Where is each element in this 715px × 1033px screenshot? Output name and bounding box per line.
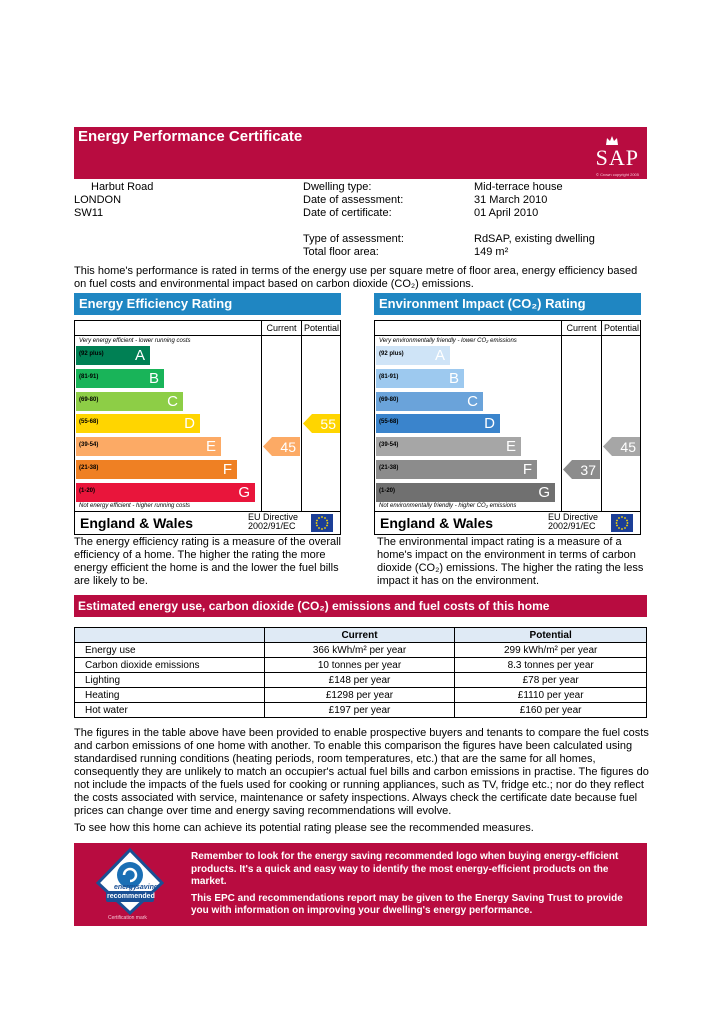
env-band-f <box>376 460 537 479</box>
date-certificate-value: 01 April 2010 <box>474 207 539 219</box>
energy-saving-text <box>191 851 643 918</box>
energy-footer-row <box>75 511 340 534</box>
env-band-range: (39-54) <box>379 442 399 449</box>
row-label: Energy use <box>75 643 265 658</box>
energy-band-letter: D <box>184 415 195 433</box>
table-row <box>75 703 647 718</box>
row-potential: 299 kWh/m² per year <box>455 643 647 658</box>
energy-current-header: Current <box>262 321 301 336</box>
eu-flag-icon <box>611 514 633 532</box>
energy-band-range: (1-20) <box>79 487 96 494</box>
row-current: £197 per year <box>264 703 455 718</box>
energy-rating-chart <box>74 320 341 535</box>
env-rating-description: The environmental impact rating is a measure of a home's impact on the environment in terms of carbon dioxide (CO₂) emissions. The higher the rating the less impact it has on the environment. <box>377 536 644 587</box>
logo-word-saving: saving <box>136 884 159 891</box>
env-band-range: (55-68) <box>379 419 399 426</box>
env-top-note: Very environmentally friendly - lower CO₂ emissions <box>379 338 517 344</box>
env-band-letter: C <box>467 392 478 410</box>
env-band-e <box>376 437 521 456</box>
energy-current-arrow <box>263 437 300 456</box>
energy-band-range: (69-80) <box>79 396 99 403</box>
floor-area-value: 149 m² <box>474 246 509 258</box>
energy-current-arrow-value: 45 <box>280 439 296 456</box>
energy-band-letter: C <box>167 392 178 410</box>
energy-band-letter: G <box>238 483 250 501</box>
env-band-letter: D <box>484 415 495 433</box>
env-band-g <box>376 483 555 502</box>
env-band-letter: F <box>522 461 532 478</box>
env-potential-arrow <box>603 437 640 456</box>
energy-band-range: (55-68) <box>79 419 99 426</box>
logo-caption: Certification mark <box>108 915 147 921</box>
energy-saving-logo <box>94 847 166 923</box>
row-current: £148 per year <box>264 673 455 688</box>
intro-text: This home's performance is rated in terms of the energy use per square metre of floor area, energy efficiency based on fuel costs and environmental impact based on carbon dioxide (CO₂) emissions. <box>74 265 638 290</box>
floor-area-label: Total floor area: <box>303 246 379 258</box>
date-assessment-label: Date of assessment: <box>303 194 404 206</box>
energy-band-d <box>76 414 200 433</box>
env-band-a <box>376 346 450 365</box>
costs-header <box>74 595 647 617</box>
energy-band-a <box>76 346 150 365</box>
energy-bottom-note: Not energy efficient - higher running costs <box>79 503 191 509</box>
energy-potential-arrow <box>303 414 340 433</box>
table-row <box>75 688 647 703</box>
energy-band-e <box>76 437 221 456</box>
eu-flag-icon <box>311 514 333 532</box>
energy-saving-para2: This EPC and recommendations report may be given to the Energy Saving Trust to provide you with information on improving your dwelling's energy performance. <box>191 892 623 916</box>
costs-table <box>74 627 647 718</box>
env-rating-title: Environment Impact (CO₂) Rating <box>374 293 641 315</box>
env-band-range: (92 plus) <box>379 351 404 357</box>
energy-potential-header: Potential <box>302 321 341 336</box>
address-line2: LONDON <box>74 194 122 206</box>
env-band-letter: B <box>448 369 459 387</box>
energy-band-letter: E <box>205 438 216 456</box>
env-band-range: (21-38) <box>379 465 399 471</box>
energy-band-range: (21-38) <box>79 465 99 471</box>
env-current-header: Current <box>562 321 601 336</box>
env-band-letter: E <box>505 438 516 456</box>
row-current: 366 kWh/m² per year <box>264 643 455 658</box>
costs-header-blank <box>75 628 265 643</box>
costs-header-current: Current <box>264 628 455 643</box>
energy-band-letter: F <box>222 461 232 478</box>
energy-band-f <box>76 460 237 479</box>
row-potential: £1110 per year <box>455 688 647 703</box>
energy-top-note: Very energy efficient - lower running costs <box>79 338 191 344</box>
row-label: Heating <box>75 688 265 703</box>
certificate-header <box>74 127 647 179</box>
env-band-d <box>376 414 500 433</box>
type-assessment-label: Type of assessment: <box>303 233 404 245</box>
details-labels <box>303 181 404 259</box>
explanation-text: The figures in the table above have been provided to enable prospective buyers and tenants to compare the fuel costs and carbon emissions of one home with another. To enable this comparison the figures have been calculated using standardised running conditions (heating periods, room temperatures, etc.) that are the same for all homes, consequently they are unlikely to match an occupier's actual fuel bills and carbon emissions in practise. The figures do not include the impacts of the fuels used for cooking or running appliances, such as TV, fridge etc.; nor do they reflect the costs associated with service, maintenance or safety inspections. Always check the certificate date because fuel prices can change over time and energy saving recommendations will evolve. <box>74 727 649 817</box>
table-row <box>75 658 647 673</box>
energy-band-letter: A <box>134 347 145 364</box>
row-label: Hot water <box>75 703 265 718</box>
certificate-title: Energy Performance Certificate <box>78 128 303 145</box>
env-band-range: (81-91) <box>379 373 399 380</box>
energy-region: England & Wales <box>80 515 194 531</box>
sap-copyright: © Crown copyright 2005 <box>596 172 639 177</box>
dwelling-type-value: Mid-terrace house <box>474 181 563 193</box>
env-footer-row <box>375 511 640 534</box>
energy-band-range: (39-54) <box>79 442 99 449</box>
address-block <box>74 181 153 220</box>
env-band-c <box>376 392 483 411</box>
row-current: £1298 per year <box>264 688 455 703</box>
date-certificate-label: Date of certificate: <box>303 207 392 219</box>
energy-band-letter: B <box>148 369 159 387</box>
type-assessment-value: RdSAP, existing dwelling <box>474 233 595 245</box>
energy-band-b <box>76 369 164 388</box>
energy-saving-banner <box>74 843 647 926</box>
energy-band-range: (92 plus) <box>79 351 104 357</box>
env-region: England & Wales <box>380 515 494 531</box>
sap-logo-text: SAP <box>595 145 639 170</box>
env-potential-arrow-value: 45 <box>620 439 636 456</box>
energy-band-g <box>76 483 255 502</box>
env-eu-directive: EU Directive 2002/91/EC <box>548 512 599 531</box>
costs-header-potential: Potential <box>455 628 647 643</box>
costs-header-row <box>75 628 647 643</box>
date-assessment-value: 31 March 2010 <box>474 194 548 206</box>
row-potential: 8.3 tonnes per year <box>455 658 647 673</box>
env-bottom-note: Not environmentally friendly - higher CO₂ emissions <box>379 503 517 509</box>
env-band-range: (69-80) <box>379 396 399 403</box>
energy-eu-directive: EU Directive 2002/91/EC <box>248 512 299 531</box>
row-current: 10 tonnes per year <box>264 658 455 673</box>
energy-band-c <box>76 392 183 411</box>
env-potential-header: Potential <box>602 321 641 336</box>
env-band-letter: A <box>434 347 445 364</box>
row-label: Lighting <box>75 673 265 688</box>
see-measures-text: To see how this home can achieve its potential rating please see the recommended measures. <box>74 822 534 834</box>
env-current-arrow-value: 37 <box>580 462 596 478</box>
logo-word-energy: energy <box>114 884 137 891</box>
row-potential: £160 per year <box>455 703 647 718</box>
energy-rating-description: The energy efficiency rating is a measure of the overall efficiency of a home. The higher the rating the more energy efficient the home is and the lower the fuel bills are likely to be. <box>74 536 341 587</box>
address-line3: SW11 <box>74 207 104 219</box>
logo-word-recommended: recommended <box>107 893 155 900</box>
env-rating-chart <box>374 320 641 535</box>
dwelling-type-label: Dwelling type: <box>303 181 372 193</box>
address-line1: Harbut Road <box>91 181 154 193</box>
energy-saving-recommended-icon <box>94 847 166 915</box>
sap-logo <box>579 135 639 177</box>
energy-rating-title: Energy Efficiency Rating <box>74 293 341 315</box>
energy-potential-arrow-value: 55 <box>320 416 336 433</box>
env-current-arrow <box>563 460 600 479</box>
row-potential: £78 per year <box>455 673 647 688</box>
energy-band-range: (81-91) <box>79 373 99 380</box>
table-row <box>75 673 647 688</box>
energy-saving-para1: Remember to look for the energy saving recommended logo when buying energy-efficient products. It's a quick and easy way to identify the most energy-efficient products on the market. <box>191 851 619 887</box>
env-band-letter: G <box>538 483 550 501</box>
env-band-b <box>376 369 464 388</box>
table-row <box>75 643 647 658</box>
details-values <box>474 181 595 259</box>
costs-title: Estimated energy use, carbon dioxide (CO₂) emissions and fuel costs of this home <box>78 599 550 613</box>
env-band-range: (1-20) <box>379 487 396 494</box>
row-label: Carbon dioxide emissions <box>75 658 265 673</box>
